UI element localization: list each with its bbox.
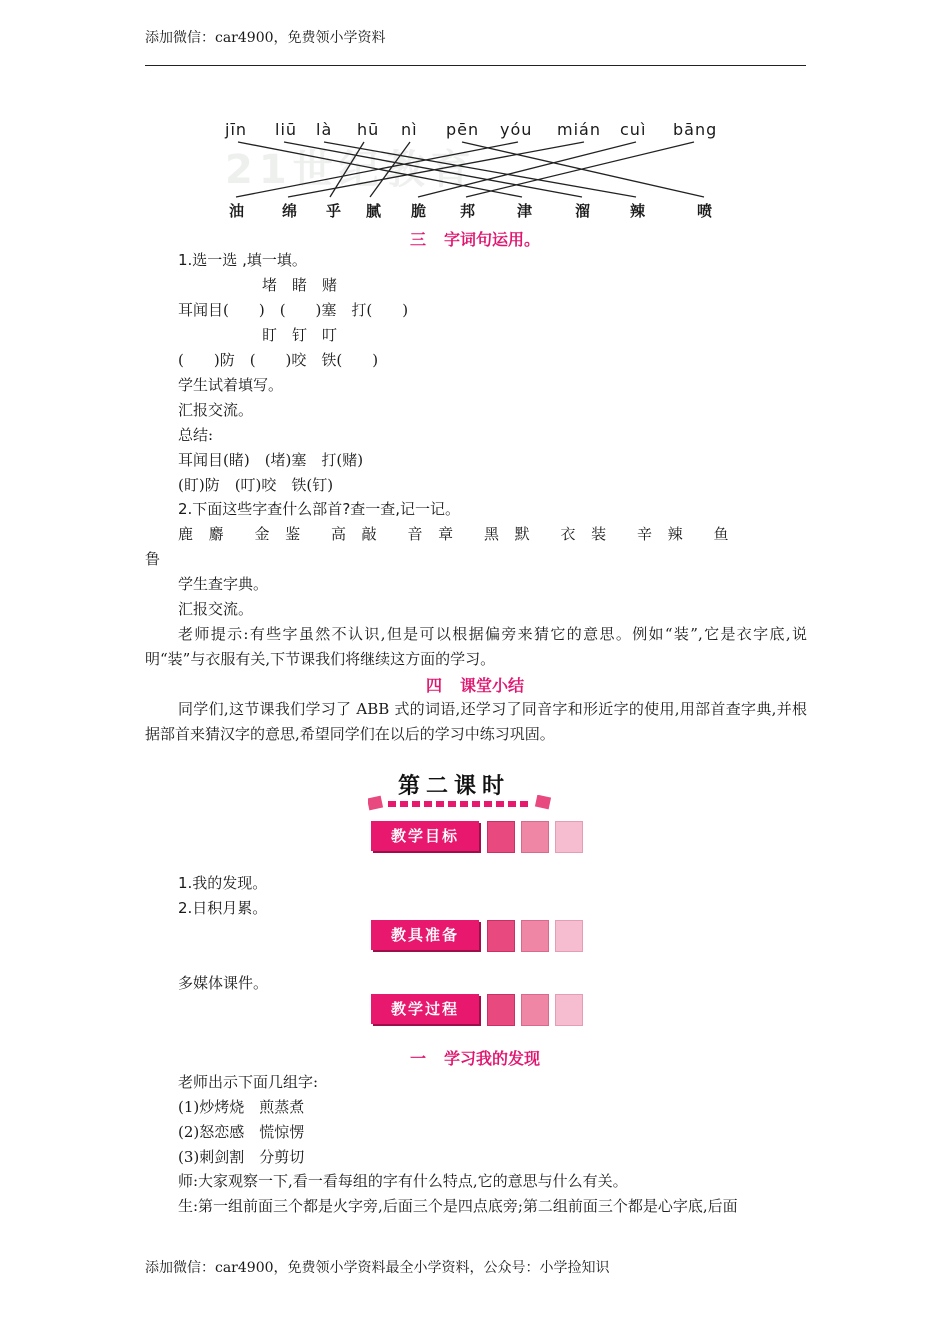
badge-square bbox=[487, 994, 515, 1026]
pinyin-item: yóu bbox=[500, 120, 533, 139]
pinyin-item: mián bbox=[557, 120, 601, 139]
badge-square bbox=[555, 920, 583, 952]
pinyin-item: pēn bbox=[446, 120, 480, 139]
lesson-title: 第二课时 bbox=[398, 774, 511, 799]
section-heading-3 bbox=[0, 227, 950, 250]
badge-teaching-prep bbox=[371, 920, 581, 950]
blank-row-2: ( )防 ( )咬 铁( ) bbox=[178, 351, 379, 369]
watermark-logo: 21世纪教育 bbox=[225, 147, 477, 193]
goal-2: 2.日积月累。 bbox=[178, 899, 268, 917]
instruction-report-2: 汇报交流。 bbox=[178, 600, 254, 618]
class-summary: 同学们,这节课我们学习了 ABB 式的词语,还学习了同音字和形近字的使用,用部首查字典,并根据部首来猜汉字的意思,希望同学们在以后的学习中练习巩固。 bbox=[145, 700, 807, 743]
section-title: 字词句运用。 bbox=[444, 230, 541, 249]
badge-square bbox=[521, 994, 549, 1026]
match-char: 乎 bbox=[326, 202, 342, 220]
radical-chars: 鹿 麝 金 鉴 高 敲 音 章 黑 默 衣 装 辛 辣 鱼 bbox=[178, 525, 729, 543]
instruction-try: 学生试着填写。 bbox=[178, 376, 284, 394]
goal-1: 1.我的发现。 bbox=[178, 874, 268, 892]
match-char: 油 bbox=[229, 202, 245, 220]
lesson-title-decoration bbox=[368, 795, 554, 811]
badge-square bbox=[555, 821, 583, 853]
match-char: 辣 bbox=[630, 202, 646, 220]
match-line bbox=[418, 142, 636, 197]
char-row bbox=[0, 200, 950, 222]
badge-label: 教学目标 bbox=[371, 821, 479, 851]
char-options-1: 堵 睹 赌 bbox=[262, 276, 338, 294]
badge-teaching-goals bbox=[371, 821, 581, 851]
prep-text: 多媒体课件。 bbox=[178, 974, 269, 992]
pinyin-item: bāng bbox=[673, 120, 718, 139]
char-group-1: (1)炒烤烧 煎蒸煮 bbox=[178, 1098, 305, 1116]
page-header: 添加微信：car4900，免费领小学资料 bbox=[145, 30, 386, 46]
match-char: 津 bbox=[517, 202, 533, 220]
section-number: 一 bbox=[409, 1049, 426, 1068]
badge-square bbox=[555, 994, 583, 1026]
char-group-2: (2)怒恋感 慌惊愣 bbox=[178, 1123, 305, 1141]
summary-label: 总结: bbox=[178, 426, 214, 444]
match-char: 腻 bbox=[366, 202, 382, 220]
pinyin-item: hū bbox=[357, 120, 380, 139]
pinyin-item: cuì bbox=[620, 120, 647, 139]
match-char: 邦 bbox=[460, 202, 476, 220]
badge-square bbox=[521, 920, 549, 952]
char-options-2: 盯 钉 叮 bbox=[262, 326, 338, 344]
badge-square bbox=[487, 821, 515, 853]
pinyin-item: liū bbox=[275, 120, 298, 139]
pinyin-item: jīn bbox=[225, 120, 248, 139]
answer-row-1: 耳闻目(睹) (堵)塞 打(赌) bbox=[178, 451, 364, 469]
answer-row-2: (盯)防 (叮)咬 铁(钉) bbox=[178, 476, 334, 494]
pinyin-item: là bbox=[316, 120, 333, 139]
section-title: 学习我的发现 bbox=[444, 1049, 541, 1068]
match-char: 绵 bbox=[282, 202, 298, 220]
student-answer: 生:第一组前面三个都是火字旁,后面三个是四点底旁;第二组前面三个都是心字底,后面 bbox=[178, 1197, 738, 1215]
page-footer: 添加微信：car4900，免费领小学资料最全小学资料，公众号：小学捡知识 bbox=[145, 1260, 610, 1276]
section-heading-4 bbox=[0, 673, 950, 696]
badge-label: 教具准备 bbox=[371, 920, 479, 950]
badge-label: 教学过程 bbox=[371, 994, 479, 1024]
section-title: 课堂小结 bbox=[460, 676, 525, 695]
teacher-hint: 老师提示:有些字虽然不认识,但是可以根据偏旁来猜它的意思。例如“装”,它是衣字底,说明“装”与衣服有关,下节课我们将继续这方面的学习。 bbox=[145, 625, 807, 668]
char-group-3: (3)刺剑割 分剪切 bbox=[178, 1148, 305, 1166]
radical-chars-tail: 鲁 bbox=[145, 550, 161, 568]
question-2: 2.下面这些字查什么部首?查一查,记一记。 bbox=[178, 500, 461, 518]
instruction-report: 汇报交流。 bbox=[178, 401, 254, 419]
section-number: 三 bbox=[409, 230, 426, 249]
section-number: 四 bbox=[425, 676, 442, 695]
instruction-dict: 学生查字典。 bbox=[178, 575, 269, 593]
teacher-prompt: 师:大家观察一下,看一看每组的字有什么特点,它的意思与什么有关。 bbox=[178, 1172, 628, 1190]
discovery-intro: 老师出示下面几组字: bbox=[178, 1073, 319, 1091]
badge-square bbox=[487, 920, 515, 952]
badge-teaching-process bbox=[371, 994, 581, 1024]
pinyin-item: nì bbox=[401, 120, 418, 139]
match-char: 脆 bbox=[411, 202, 427, 220]
match-char: 溜 bbox=[575, 202, 591, 220]
badge-square bbox=[521, 821, 549, 853]
question-1: 1.选一选 ,填一填。 bbox=[178, 251, 307, 269]
section-heading-1 bbox=[0, 1046, 950, 1069]
match-char: 喷 bbox=[697, 202, 713, 220]
blank-row-1: 耳闻目( ) ( )塞 打( ) bbox=[178, 301, 409, 319]
